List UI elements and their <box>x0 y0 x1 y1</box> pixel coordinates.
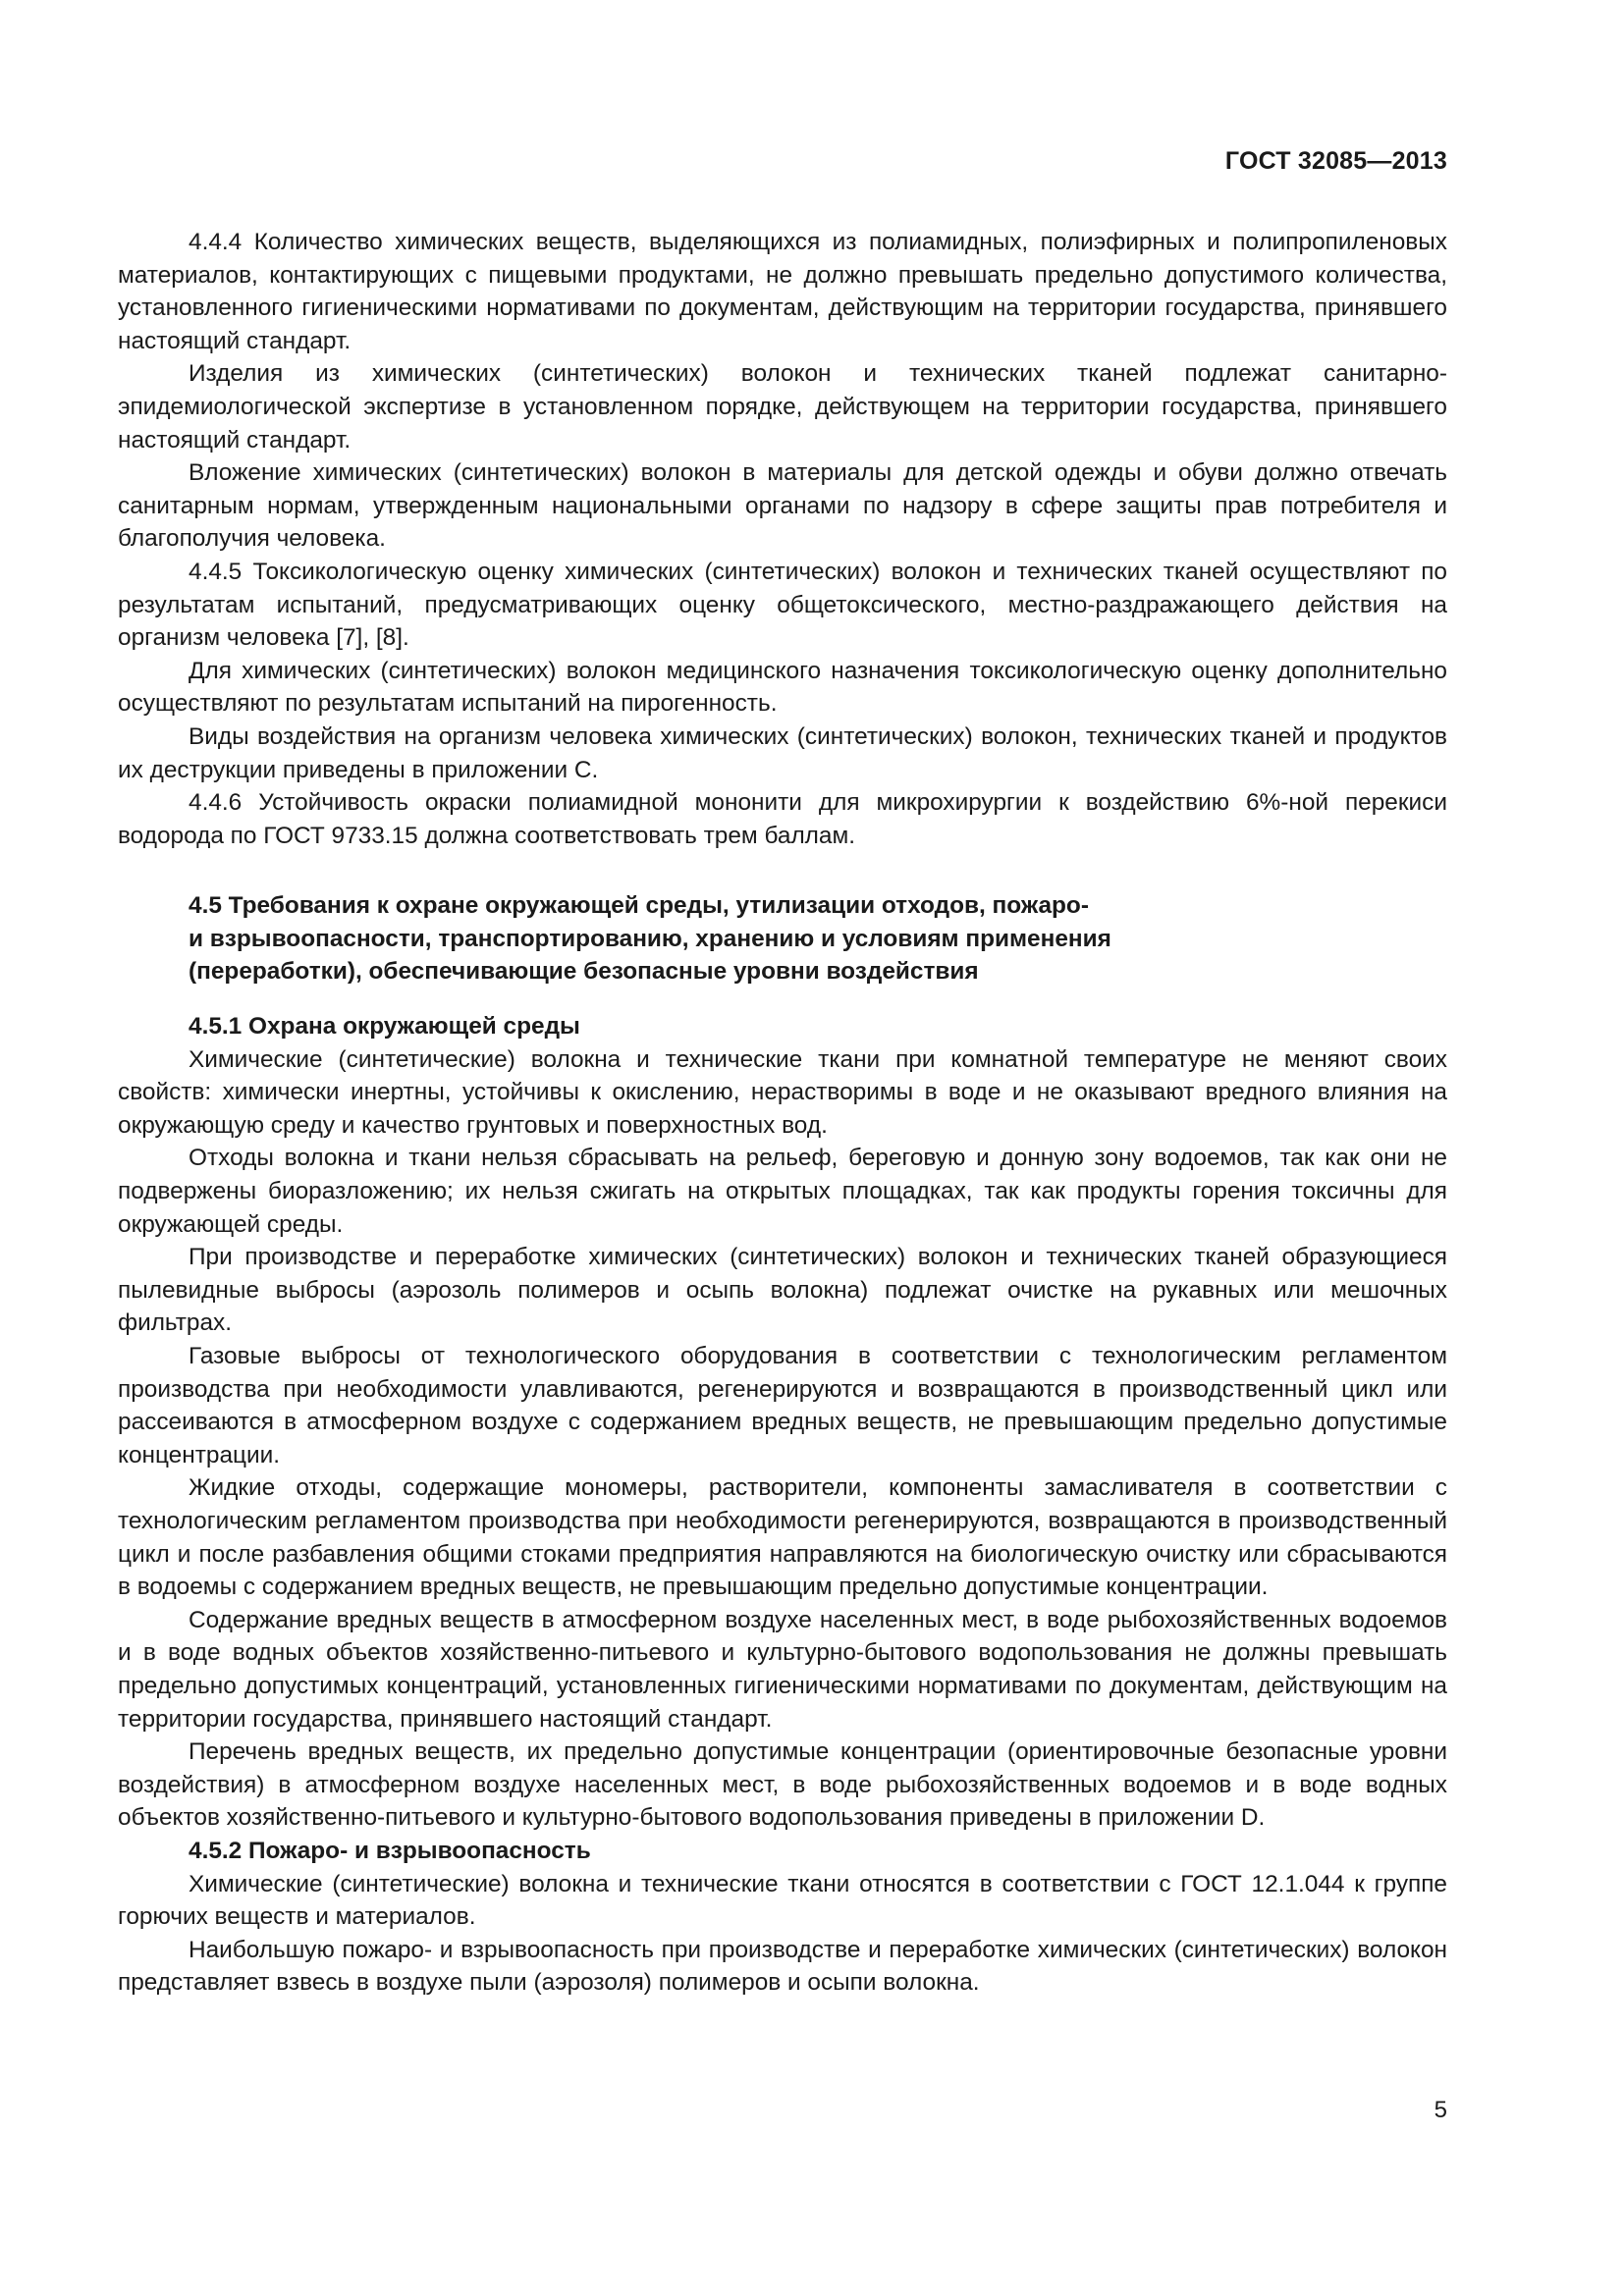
paragraph: Содержание вредных веществ в атмосферном воздухе населенных мест, в воде рыбохозяйственных водоемов и в воде водных объектов хозяйственно-питьевого и культурно-бытового водопользования не должны превышать предельно допустимых концентраций, установленных гигиеническими нормативами по документам, действующим на территории государства, принявшего настоящий стандарт. <box>118 1606 1447 1733</box>
paragraph: Отходы волокна и ткани нельзя сбрасывать на рельеф, береговую и донную зону водоемов, так как они не подвержены биоразложению; их нельзя сжигать на открытых площадках, так как продукты горения токсичны для окружающей среды. <box>118 1145 1447 1238</box>
paragraph: Химические (синтетические) волокна и технические ткани относятся в соответствии с ГОСТ 12.1.044 к группе горючих веществ и материалов. <box>118 1870 1447 1931</box>
paragraph: Перечень вредных веществ, их предельно допустимые концентрации (ориентировочные безопасные уровни воздействия) в атмосферном воздухе населенных мест, в воде рыбохозяйственных водоемов и в воде водных объектов хозяйственно-питьевого и культурно-бытового водопользования приведены в приложении D. <box>118 1738 1447 1832</box>
section-heading-4-5 <box>118 889 1447 988</box>
paragraph: Жидкие отходы, содержащие мономеры, растворители, компоненты замасливателя в соответствии с технологическим регламентом производства при необходимости регенерируются, возвращаются в производственный цикл и после разбавления общими стоками предприятия направляются на биологическую очистку или сбрасываются в водоемы с содержанием вредных веществ, не превышающим предельно допустимые концентрации. <box>118 1474 1447 1601</box>
paragraph: Газовые выбросы от технологического оборудования в соответствии с технологическим регламентом производства при необходимости улавливаются, регенерируются и возвращаются в производственный цикл или рассеиваются в атмосферном воздухе с содержанием вредных веществ, не превышающим предельно допустимые концентрации. <box>118 1343 1447 1468</box>
document-body <box>118 226 1447 2000</box>
paragraph: 4.4.5 Токсикологическую оценку химических (синтетических) волокон и технических тканей осуществляют по результатам испытаний, предусматривающих оценку общетоксического, местно-раздражающего действия на организм человека [7], [8]. <box>118 558 1447 652</box>
paragraph: 4.4.6 Устойчивость окраски полиамидной мононити для микрохирургии к воздействию 6%-ной перекиси водорода по ГОСТ 9733.15 должна соответствовать трем баллам. <box>118 789 1447 849</box>
subsection-heading-4-5-2: 4.5.2 Пожаро- и взрывоопасность <box>189 1837 591 1864</box>
paragraph: Для химических (синтетических) волокон медицинского назначения токсикологическую оценку дополнительно осуществляют по результатам испытаний на пирогенность. <box>118 657 1447 718</box>
page-number: 5 <box>1434 2097 1447 2123</box>
paragraph: Виды воздействия на организм человека химических (синтетических) волокон, технических тканей и продуктов их деструкции приведены в приложении С. <box>118 722 1447 783</box>
subsection-heading-4-5-1: 4.5.1 Охрана окружающей среды <box>189 1013 580 1041</box>
paragraph: 4.4.4 Количество химических веществ, выделяющихся из полиамидных, полиэфирных и полипропиленовых материалов, контактирующих с пищевыми продуктами, не должно превышать предельно допустимого количества, установленного гигиеническими нормативами по документам, действующим на территории государства, принявшего настоящий стандарт. <box>118 229 1447 354</box>
section-heading-line: 4.5 Требования к охране окружающей среды, утилизации отходов, пожаро- <box>189 892 1089 920</box>
document-code: ГОСТ 32085—2013 <box>1224 147 1447 175</box>
paragraph: Вложение химических (синтетических) волокон в материалы для детской одежды и обуви должно отвечать санитарным нормам, утвержденным национальными органами по надзору в сфере защиты прав потребителя и благополучия человека. <box>118 459 1447 553</box>
section-heading-line: (переработки), обеспечивающие безопасные уровни воздействия <box>189 958 979 986</box>
section-heading-line: и взрывоопасности, транспортированию, хранению и условиям применения <box>189 925 1111 952</box>
paragraph: Химические (синтетические) волокна и технические ткани при комнатной температуре не меняют своих свойств: химически инертны, устойчивы к окислению, нерастворимы в воде и не оказывают вредного влияния на окружающую среду и качество грунтовых и поверхностных вод. <box>118 1045 1447 1139</box>
paragraph: Наибольшую пожаро- и взрывоопасность при производстве и переработке химических (синтетических) волокон представляет взвесь в воздухе пыли (аэрозоля) полимеров и осыпи волокна. <box>118 1936 1447 1997</box>
paragraph: При производстве и переработке химических (синтетических) волокон и технических тканей образующиеся пылевидные выбросы (аэрозоль полимеров и осыпь волокна) подлежат очистке на рукавных или мешочных фильтрах. <box>118 1244 1447 1337</box>
paragraph: Изделия из химических (синтетических) волокон и технических тканей подлежат санитарно-эпидемиологической экспертизе в установленном порядке, действующем на территории государства, принявшего настоящий стандарт. <box>118 360 1447 454</box>
